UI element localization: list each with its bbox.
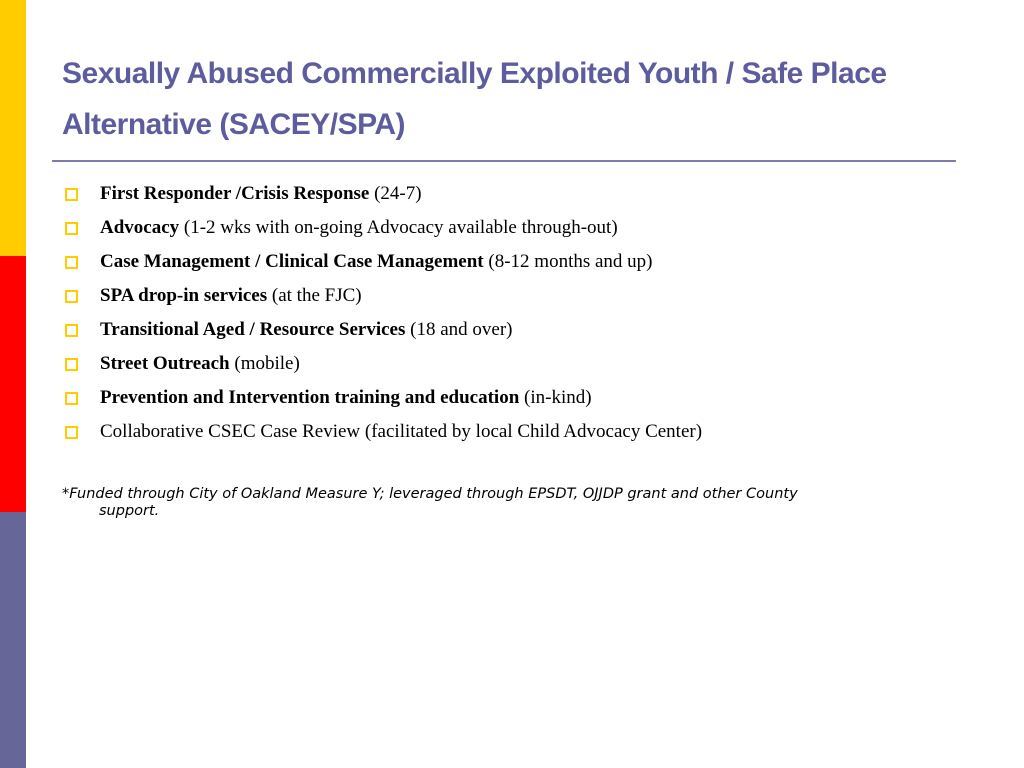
side-bar-blue-segment bbox=[0, 512, 26, 768]
side-bar-yellow-segment bbox=[0, 0, 26, 256]
bullet-item-advocacy bbox=[62, 212, 942, 246]
hollow-square-bullet-icon bbox=[65, 426, 78, 439]
title-divider bbox=[52, 160, 956, 162]
footnote-line-2: support. bbox=[99, 503, 160, 519]
bullet-bold-text: SPA drop-in services bbox=[100, 285, 268, 306]
slide-title bbox=[62, 48, 962, 150]
bullet-item-transitional-aged bbox=[62, 314, 942, 348]
decorative-side-bar bbox=[0, 0, 26, 768]
hollow-square-bullet-icon bbox=[65, 256, 78, 269]
bullet-item-csec-review bbox=[62, 416, 942, 450]
hollow-square-bullet-icon bbox=[65, 188, 78, 201]
bullet-bold-text: Street Outreach bbox=[100, 353, 230, 374]
hollow-square-bullet-icon bbox=[65, 290, 78, 303]
bullet-item-street-outreach bbox=[62, 348, 942, 382]
bullet-detail-text: (in-kind) bbox=[519, 387, 592, 408]
bullet-item-prevention bbox=[62, 382, 942, 416]
bullet-detail-text: (1-2 wks with on-going Advocacy available through-out) bbox=[179, 217, 618, 238]
bullet-bold-text: Case Management / Clinical Case Management bbox=[100, 251, 484, 272]
bullet-item-case-management bbox=[62, 246, 942, 280]
bullet-detail-text: (18 and over) bbox=[405, 319, 513, 340]
bullet-bold-text: Advocacy bbox=[100, 217, 180, 238]
bullet-list bbox=[62, 178, 942, 450]
side-bar-red-segment bbox=[0, 256, 26, 512]
bullet-detail-text: (8-12 months and up) bbox=[483, 251, 653, 272]
bullet-detail-text: (mobile) bbox=[229, 353, 300, 374]
footnote-line-1: *Funded through City of Oakland Measure Y; leveraged through EPSDT, OJJDP grant and other County bbox=[62, 486, 798, 502]
funding-footnote bbox=[62, 486, 948, 520]
bullet-bold-text: First Responder /Crisis Response bbox=[100, 183, 370, 204]
bullet-bold-text: Transitional Aged / Resource Services bbox=[100, 319, 406, 340]
bullet-detail-text: (24-7) bbox=[369, 183, 422, 204]
hollow-square-bullet-icon bbox=[65, 392, 78, 405]
bullet-detail-text: Collaborative CSEC Case Review (facilitated by local Child Advocacy Center) bbox=[100, 421, 703, 442]
slide-title-line-2: Alternative (SACEY/SPA) bbox=[62, 108, 406, 141]
hollow-square-bullet-icon bbox=[65, 222, 78, 235]
bullet-bold-text: Prevention and Intervention training and education bbox=[100, 387, 520, 408]
hollow-square-bullet-icon bbox=[65, 358, 78, 371]
bullet-item-spa-drop-in bbox=[62, 280, 942, 314]
bullet-item-first-responder bbox=[62, 178, 942, 212]
hollow-square-bullet-icon bbox=[65, 324, 78, 337]
slide-title-line-1: Sexually Abused Commercially Exploited Youth / Safe Place bbox=[62, 57, 887, 90]
bullet-detail-text: (at the FJC) bbox=[267, 285, 362, 306]
